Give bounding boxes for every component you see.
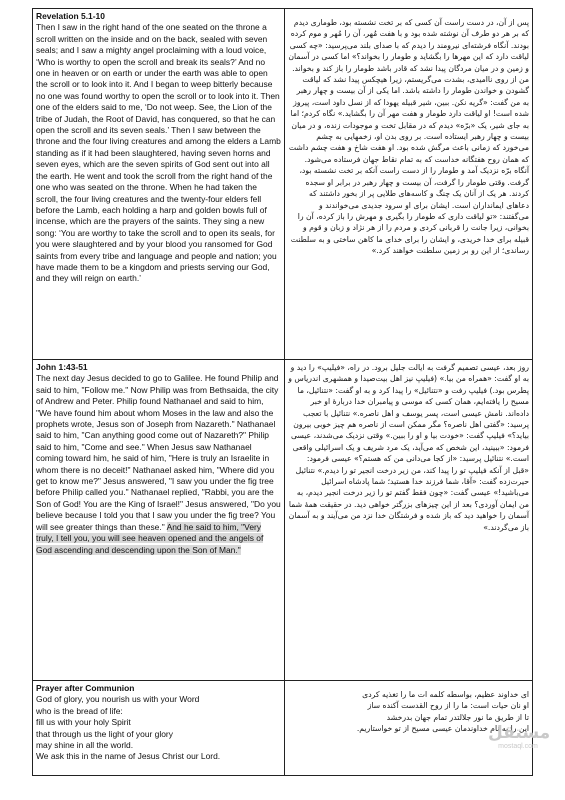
english-cell	[33, 360, 285, 681]
passage-heading: John 1:43-51	[36, 362, 88, 372]
bilingual-readings-table	[32, 8, 533, 776]
english-cell	[33, 9, 285, 360]
prayer-line: این را به نام خداوندمان عیسی مسیح از تو خواستاریم.	[356, 724, 529, 734]
prayer-line: may shine in all the world.	[36, 740, 134, 751]
watermark-logo	[488, 723, 551, 751]
prayer-line: We ask this in the name of Jesus Christ our Lord.	[36, 751, 221, 762]
passage-text: Then I saw in the right hand of the one seated on the throne a scroll written on the inside and on the back, sealed with seven seals; and I saw a mighty angel proclaiming with a loud voice, ‘Who is worthy to open the scroll and break its seals?’ And no one in heaven or on earth or under the earth was able to open the scroll or to look into it. And I began to weep bitterly because no one was found worthy to open the scroll or to look into it. Then one of the elders said to me, ‘Do not weep. See, the Lion of the tribe of Judah, the Root of David, has conquered, so that he can open the scroll and its seven seals.’ Then I saw between the throne and the four living creatures and among the elders a Lamb standing as if it had been slaughtered, having seven horns and seven eyes, which are the seven spirits of God sent out into all the earth. He went and took the scroll from the right hand of the one who was seated on the throne. When he had taken the scroll, the four living creatures and the twenty-four elders fell before the Lamb, each holding a harp and golden bowls full of incense, which are the prayers of the saints. They sing a new song: ‘You are worthy to take the scroll and to open its seals, for you were slaughtered and by your blood you ransomed for God saints from every tribe and language and people and nation; you have made them to be a kingdom and priests serving our God, and they will reign on earth.’	[36, 22, 281, 284]
persian-cell	[285, 360, 533, 681]
prayer-line: fill us with your holy Spirit	[36, 717, 131, 728]
watermark-arabic: مستقل	[488, 723, 551, 743]
english-cell	[33, 681, 285, 776]
prayer-line: ای خداوند عظیم، بواسطه کلمه ات ما را تغذیه کردی	[362, 690, 529, 699]
passage-text: The next day Jesus decided to go to Galilee. He found Philip and said to him, "Follow me." Now Philip was from Bethsaida, the city of Andrew and Peter. Philip found Nathanael and said to him, "We have found him about whom Moses in the law and also the prophets wrote, Jesus son of Joseph from Nazareth." Nathanael said to him, "Can anything good come out of Nazareth?" Philip said to him, "Come and see." When Jesus saw Nathanael coming toward him, he said of him, "Here is truly an Israelite in whom there is no deceit!" Nathanael asked him, "Where did you get to know me?" Jesus answered, "I saw you under the fig tree before Philip called you." Nathanael replied, "Rabbi, you are the Son of God! You are the King of Israel!" Jesus answered, "Do you believe because I told you that I saw you under the fig tree? You will see greater things than these."	[36, 373, 281, 532]
prayer-line: God of glory, you nourish us with your Word	[36, 694, 200, 705]
persian-cell	[285, 9, 533, 360]
prayer-line: who is the bread of life:	[36, 705, 123, 716]
passage-translation: پس از آن، در دست راست آن کسی که بر تخت نشسته بود، طوماری دیدم که بر هر دو طرف آن نوشته شده بود و با هفت مُهر، آن را مُهر و موم کرده بودند. آنگاه فرشته‌ای نیرومند را دیدم که با صدای بلند می‌پرسید: «چه کسی لیاقت دارد که این مهرها را بگشاید و طومار را بخواند؟» اما کسی در آسمان و زمین و در میان مردگان پیدا نشد که قادر باشد طومار را باز کند و بخواند. من از روی ناامیدی، بشدت می‌گریستم، زیرا هیچکس پیدا نشد که لیاقت گشودن و خواندن طومار را داشته باشد. اما یکی از آن بیست و چهار رهبر به من گفت: «گریه نکن. ببین، شیر قبیله یهودا که از نسل داود است، پیروز شده است! او لیاقت دارد طومار و هفت مهر آن را بگشاید.» نگاه کردم؛ اما به جای شیر، یک «برّه» دیدم که در مقابل تخت و موجودات زنده، و در میان بیست و چهار رهبر ایستاده است. بر روی بدن او، زخمهایی به چشم می‌خورد که زمانی باعث مرگش شده بود. او هفت شاخ و هفت چشم داشت که همان روح هفتگانه خداست که به تمام نقاط جهان فرستاده می‌شود. آنگاه برّه نزدیک آمد و طومار را از دست راست آنکه بر تخت نشسته بود، گرفت. وقتی طومار را گرفت، آن بیست و چهار رهبر در برابر او سجده کردند. هر یک از آنان یک چنگ و کاسه‌های طلایی پر از بخور داشتند که دعاهای ایمانداران است. ایشان برای او سرود جدیدی می‌خواندند و می‌گفتند: «تو لیاقت داری که طومار را بگیری و مهرش را باز کرده، آن را بخوانی، زیرا جانت را قربانی کردی و مردم را از هر نژاد و زبان و قوم و قبیله برای خدا خریدی، و ایشان را برای خدای ما کاهن ساختی و به سلطنت رساندی؛ از این رو بر زمین سلطنت خواهند کرد.»	[288, 18, 529, 256]
table-row	[33, 360, 533, 681]
prayer-line: تا از طریق ما نور جلالتدر تمام جهان بدرخشد	[386, 712, 529, 722]
prayer-line: that through us the light of your glory	[36, 728, 173, 739]
passage-translation: روز بعد، عیسی تصمیم گرفت به ایالت جلیل برود. در راه، «فیلیپ» را دید و به او گفت: «همراه من بیا.» (فیلیپ نیز اهل بیت‌صیدا و همشهری اندریاس و پطرس بود.) فیلیپ رفت و «نتنائیل» را پیدا کرد و به او گفت: «نتنائیل، ما مسیح را یافته‌ایم، همان کسی که موسی و پیامبران خدا دربارهٔ او خبر داده‌اند. نامش عیسی است، پسر یوسف و اهل ناصره.» نتنائیل با تعجب پرسید: «گفتی اهل ناصره؟ مگر ممکن است از ناصره هم چیز خوبی بیرون بیاید؟» فیلیپ گفت: «خودت بیا و او را ببین.» وقتی نزدیک می‌شدند، عیسی فرمود: «ببینید، این شخص که می‌آید، یک مرد شریف و یک اسرائیلی واقعی است.» نتنائیل پرسید: «از کجا می‌دانی من که هستم؟» عیسی فرمود: «قبل از آنکه فیلیپ تو را پیدا کند، من زیر درخت انجیر تو را دیدم.» نتنائیل حیرت‌زده گفت: «آقا، شما فرزند خدا هستید؛ شما پادشاه اسرائیل می‌باشید!» عیسی گفت: «چون فقط گفتم تو را زیر درخت انجیر دیدم، به من ایمان آوردی؟ بعد از این چیزهای بزرگتر خواهی دید. در حقیقت همهٔ شما آسمان را خواهید دید که باز شده و فرشتگان خدا نزد من می‌آیند و به آسمان باز می‌گردند.»	[288, 363, 529, 532]
highlighted-verse: And he said to him, "Very truly, I tell you, you will see heaven opened and the angels of God ascending and descending upon the Son of Man."	[36, 521, 264, 555]
table-row	[33, 9, 533, 360]
prayer-line: او نان حیات است: ما را از روح القدست آکنده ساز	[367, 701, 529, 711]
passage-heading: Revelation 5.1-10	[36, 11, 105, 21]
prayer-heading: Prayer after Communion	[36, 683, 135, 693]
table-row	[33, 681, 533, 776]
watermark-domain: mostaql.com	[498, 743, 538, 750]
